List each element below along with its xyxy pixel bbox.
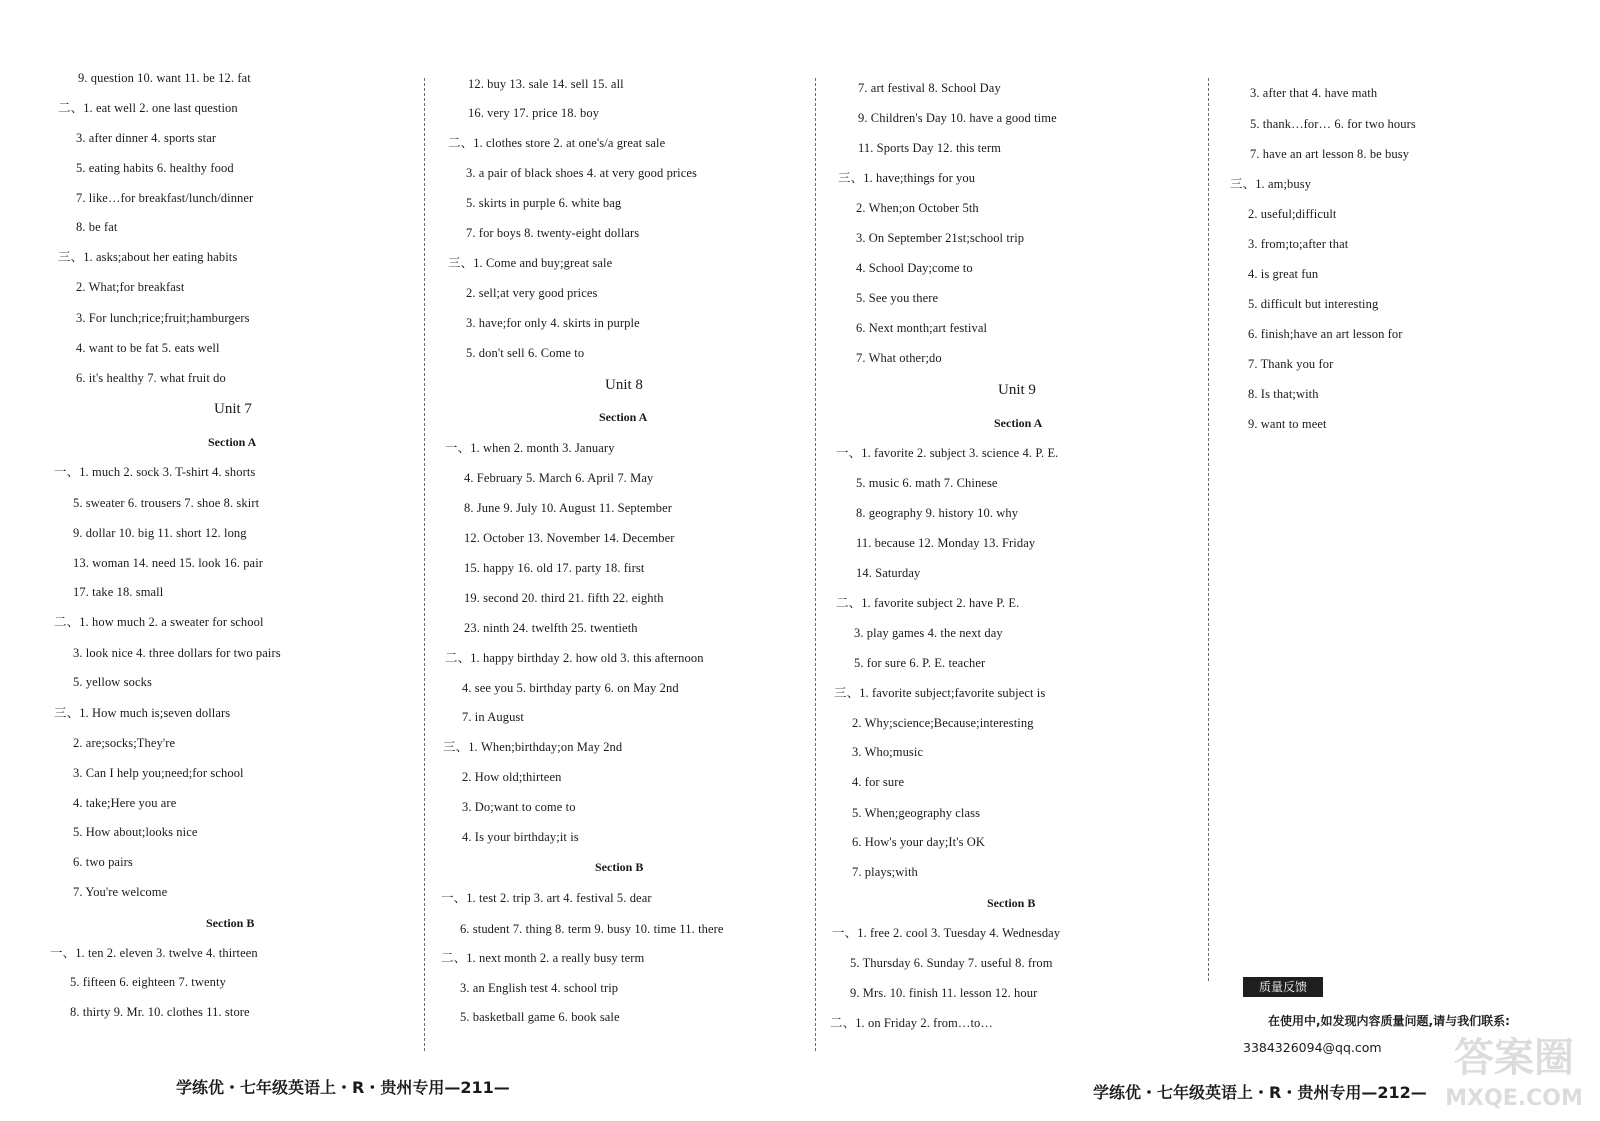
answer-line: 三、1. When;birthday;on May 2nd bbox=[443, 740, 623, 754]
answer-line: 7. in August bbox=[462, 710, 524, 724]
answer-line: 5. music 6. math 7. Chinese bbox=[856, 476, 998, 490]
answer-line: 2. When;on October 5th bbox=[856, 201, 979, 215]
answer-line: 三、1. asks;about her eating habits bbox=[58, 250, 238, 264]
answer-line: 7. like…for breakfast/lunch/dinner bbox=[76, 191, 254, 205]
page-footer-left: 学练优・七年级英语上・R・贵州专用—211— bbox=[176, 1078, 510, 1097]
answer-line: 16. very 17. price 18. boy bbox=[468, 106, 600, 120]
answer-line: 3. For lunch;rice;fruit;hamburgers bbox=[76, 311, 250, 325]
answer-line: 3. play games 4. the next day bbox=[854, 626, 1003, 640]
answer-line: 二、1. eat well 2. one last question bbox=[58, 101, 238, 115]
column-divider bbox=[424, 78, 425, 1051]
answer-line: 4. is great fun bbox=[1248, 267, 1319, 281]
answer-line: 3. after dinner 4. sports star bbox=[76, 131, 217, 145]
answer-line: 7. art festival 8. School Day bbox=[858, 81, 1001, 95]
answer-line: 3. from;to;after that bbox=[1248, 237, 1349, 251]
watermark-logo-icon bbox=[1436, 1023, 1592, 1113]
answer-line: 9. question 10. want 11. be 12. fat bbox=[78, 71, 251, 85]
answer-line: 8. June 9. July 10. August 11. September bbox=[464, 501, 673, 515]
answer-line: 5. sweater 6. trousers 7. shoe 8. skirt bbox=[73, 496, 260, 510]
answer-line: 2. sell;at very good prices bbox=[466, 286, 598, 300]
answer-line: 9. Children's Day 10. have a good time bbox=[858, 111, 1057, 125]
unit-title: Unit 7 bbox=[214, 401, 252, 417]
answer-line: 8. geography 9. history 10. why bbox=[856, 506, 1019, 520]
answer-line: 9. dollar 10. big 11. short 12. long bbox=[73, 526, 247, 540]
unit-title: Unit 9 bbox=[998, 382, 1036, 398]
answer-line: 5. don't sell 6. Come to bbox=[466, 346, 585, 360]
answer-line: 19. second 20. third 21. fifth 22. eighth bbox=[464, 591, 664, 605]
answer-line: 4. for sure bbox=[852, 775, 905, 789]
answer-line: 4. February 5. March 6. April 7. May bbox=[464, 471, 654, 485]
answer-line: 5. How about;looks nice bbox=[73, 825, 198, 839]
quality-feedback-badge: 质量反馈 bbox=[1243, 977, 1323, 997]
answer-line: 6. How's your day;It's OK bbox=[852, 835, 986, 849]
answer-line: 2. useful;difficult bbox=[1248, 207, 1337, 221]
answer-line: 二、1. clothes store 2. at one's/a great sale bbox=[448, 136, 666, 150]
answer-line: 2. are;socks;They're bbox=[73, 736, 176, 750]
answer-line: 8. thirty 9. Mr. 10. clothes 11. store bbox=[70, 1005, 250, 1019]
section-title: Section B bbox=[206, 916, 255, 930]
answer-line: 6. two pairs bbox=[73, 855, 133, 869]
answer-line: 7. What other;do bbox=[856, 351, 942, 365]
watermark-domain: MXQE.COM bbox=[1445, 1086, 1583, 1111]
section-title: Section A bbox=[599, 410, 648, 424]
answer-line: 4. see you 5. birthday party 6. on May 2nd bbox=[462, 681, 679, 695]
answer-line: 9. want to meet bbox=[1248, 417, 1327, 431]
answer-line: 4. take;Here you are bbox=[73, 796, 177, 810]
answer-line: 一、1. test 2. trip 3. art 4. festival 5. dear bbox=[441, 891, 652, 905]
answer-line: 5. basketball game 6. book sale bbox=[460, 1010, 620, 1024]
answer-line: 4. School Day;come to bbox=[856, 261, 973, 275]
answer-line: 7. Thank you for bbox=[1248, 357, 1334, 371]
column-divider bbox=[1208, 78, 1209, 981]
answer-line: 7. You're welcome bbox=[73, 885, 168, 899]
answer-line: 一、1. free 2. cool 3. Tuesday 4. Wednesday bbox=[832, 926, 1061, 940]
answer-line: 8. be fat bbox=[76, 220, 118, 234]
answer-line: 3. Can I help you;need;for school bbox=[73, 766, 244, 780]
answer-line: 13. woman 14. need 15. look 16. pair bbox=[73, 556, 264, 570]
answer-line: 二、1. on Friday 2. from…to… bbox=[830, 1016, 994, 1030]
answer-line: 三、1. Come and buy;great sale bbox=[448, 256, 613, 270]
answer-line: 一、1. much 2. sock 3. T-shirt 4. shorts bbox=[54, 465, 256, 479]
answer-line: 2. How old;thirteen bbox=[462, 770, 562, 784]
answer-line: 3. a pair of black shoes 4. at very good prices bbox=[466, 166, 698, 180]
answer-line: 二、1. happy birthday 2. how old 3. this afternoon bbox=[445, 651, 704, 665]
answer-line: 2. What;for breakfast bbox=[76, 280, 185, 294]
answer-line: 二、1. next month 2. a really busy term bbox=[441, 951, 645, 965]
answer-line: 8. Is that;with bbox=[1248, 387, 1319, 401]
answer-line: 23. ninth 24. twelfth 25. twentieth bbox=[464, 621, 638, 635]
section-title: Section A bbox=[208, 435, 257, 449]
page-footer-right: 学练优・七年级英语上・R・贵州专用—212— bbox=[1093, 1083, 1427, 1102]
answer-line: 7. have an art lesson 8. be busy bbox=[1250, 147, 1410, 161]
feedback-text: 在使用中,如发现内容质量问题,请与我们联系: bbox=[1268, 1014, 1510, 1028]
answer-line: 3. after that 4. have math bbox=[1250, 86, 1378, 100]
answer-line: 三、1. have;things for you bbox=[838, 171, 976, 185]
answer-line: 6. it's healthy 7. what fruit do bbox=[76, 371, 226, 385]
answer-line: 12. October 13. November 14. December bbox=[464, 531, 675, 545]
answer-line: 5. difficult but interesting bbox=[1248, 297, 1379, 311]
answer-line: 三、1. favorite subject;favorite subject is bbox=[834, 686, 1046, 700]
section-title: Section B bbox=[987, 896, 1036, 910]
answer-line: 二、1. how much 2. a sweater for school bbox=[54, 615, 264, 629]
watermark-chars: 答案圈 bbox=[1454, 1035, 1574, 1081]
answer-line: 一、1. ten 2. eleven 3. twelve 4. thirteen bbox=[50, 946, 258, 960]
section-title: Section B bbox=[595, 860, 644, 874]
answer-line: 一、1. when 2. month 3. January bbox=[445, 441, 615, 455]
answer-line: 5. for sure 6. P. E. teacher bbox=[854, 656, 986, 670]
answer-line: 5. Thursday 6. Sunday 7. useful 8. from bbox=[850, 956, 1053, 970]
answer-line: 5. See you there bbox=[856, 291, 939, 305]
answer-line: 3. Do;want to come to bbox=[462, 800, 576, 814]
answer-line: 5. thank…for… 6. for two hours bbox=[1250, 117, 1416, 131]
answer-line: 11. Sports Day 12. this term bbox=[858, 141, 1001, 155]
answer-line: 一、1. favorite 2. subject 3. science 4. P. E. bbox=[836, 446, 1059, 460]
answer-line: 12. buy 13. sale 14. sell 15. all bbox=[468, 77, 624, 91]
answer-line: 6. finish;have an art lesson for bbox=[1248, 327, 1403, 341]
answer-line: 11. because 12. Monday 13. Friday bbox=[856, 536, 1036, 550]
answer-line: 5. When;geography class bbox=[852, 806, 981, 820]
answer-line: 14. Saturday bbox=[856, 566, 921, 580]
section-title: Section A bbox=[994, 416, 1043, 430]
answer-line: 3. Who;music bbox=[852, 745, 924, 759]
answer-line: 3. On September 21st;school trip bbox=[856, 231, 1025, 245]
answer-line: 4. Is your birthday;it is bbox=[462, 830, 579, 844]
answer-line: 17. take 18. small bbox=[73, 585, 164, 599]
answer-line: 3. an English test 4. school trip bbox=[460, 981, 619, 995]
answer-line: 三、1. am;busy bbox=[1230, 177, 1312, 191]
answer-line: 3. look nice 4. three dollars for two pairs bbox=[73, 646, 281, 660]
answer-line: 6. Next month;art festival bbox=[856, 321, 988, 335]
answer-line: 5. yellow socks bbox=[73, 675, 152, 689]
answer-line: 6. student 7. thing 8. term 9. busy 10. time 11. there bbox=[460, 922, 724, 936]
column-divider bbox=[815, 78, 816, 1051]
answer-line: 5. skirts in purple 6. white bag bbox=[466, 196, 622, 210]
answer-line: 7. plays;with bbox=[852, 865, 918, 879]
answer-line: 5. eating habits 6. healthy food bbox=[76, 161, 234, 175]
answer-line: 3. have;for only 4. skirts in purple bbox=[466, 316, 640, 330]
answer-line: 2. Why;science;Because;interesting bbox=[852, 716, 1034, 730]
feedback-email[interactable]: 3384326094@qq.com bbox=[1243, 1040, 1382, 1055]
answer-line: 二、1. favorite subject 2. have P. E. bbox=[836, 596, 1020, 610]
answer-line: 4. want to be fat 5. eats well bbox=[76, 341, 220, 355]
answer-line: 三、1. How much is;seven dollars bbox=[54, 706, 231, 720]
answer-line: 7. for boys 8. twenty-eight dollars bbox=[466, 226, 640, 240]
answer-line: 5. fifteen 6. eighteen 7. twenty bbox=[70, 975, 226, 989]
answer-line: 15. happy 16. old 17. party 18. first bbox=[464, 561, 645, 575]
unit-title: Unit 8 bbox=[605, 377, 643, 393]
answer-line: 9. Mrs. 10. finish 11. lesson 12. hour bbox=[850, 986, 1038, 1000]
